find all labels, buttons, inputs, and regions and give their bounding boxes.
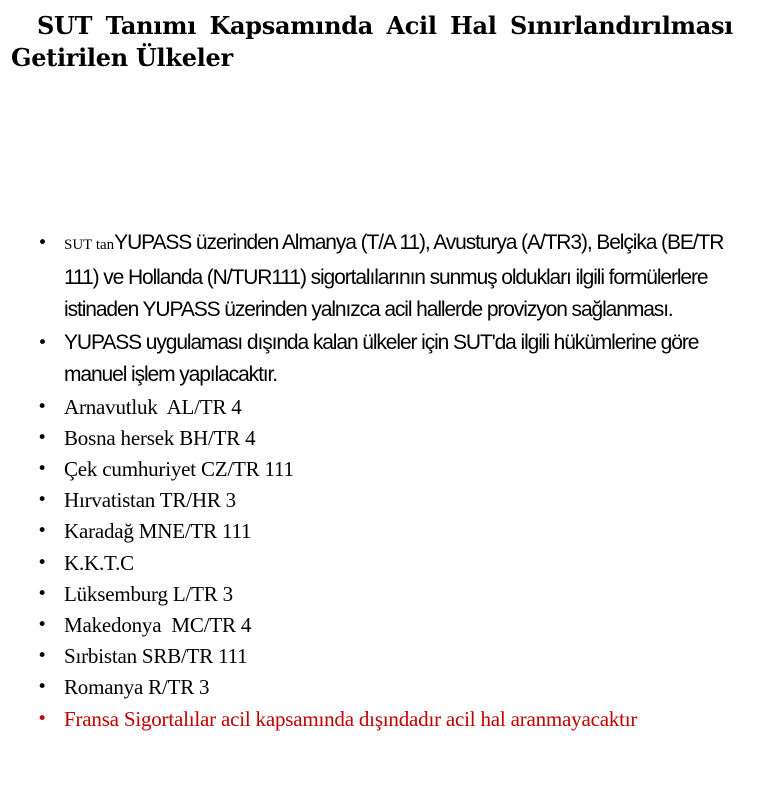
list-item-text: Sırbistan SRB/TR 111: [64, 644, 248, 669]
bullet-icon: •: [37, 646, 47, 667]
bullet-icon: •: [37, 521, 47, 542]
country-list: [0, 227, 761, 735]
bullet-icon: •: [37, 614, 47, 635]
list-item-manual-process: [0, 327, 761, 392]
list-item-text: Karadağ MNE/TR 111: [64, 519, 252, 544]
list-item-text: Arnavutluk AL/TR 4: [64, 394, 242, 419]
list-item-text: Lüksemburg L/TR 3: [64, 581, 233, 606]
bullet-icon: •: [37, 332, 47, 353]
list-item-karadag: [0, 516, 761, 547]
list-item-fransa: [0, 704, 761, 735]
list-item-yupass-provision: [0, 227, 761, 327]
list-item-luksemburg: [0, 579, 761, 610]
list-item-text: YUPASS üzerinden Almanya (T/A 11), Avusturya (A/TR3), Belçika (BE/TR 111) ve Hollanda (N/TUR111) sigortalılarının sunmuş oldukları ilgili formülerlere istinaden YUPASS üzerinden yalnızca acil hallerde provizyon sağlanması.: [64, 231, 724, 321]
list-item-kktc: [0, 548, 761, 579]
bullet-icon: •: [37, 490, 47, 511]
list-item-arnavutluk: [0, 392, 761, 423]
list-item-bosna-hersek: [0, 423, 761, 454]
bullet-icon: •: [37, 458, 47, 479]
list-item-text: Çek cumhuriyet CZ/TR 111: [64, 456, 294, 481]
list-item-text: Hırvatistan TR/HR 3: [64, 488, 236, 513]
list-item-sirbistan: [0, 641, 761, 672]
page-title: SUT Tanımı Kapsamında Acil Hal Sınırlandırılması Getirilen Ülkeler: [11, 11, 733, 72]
list-item-romanya: [0, 672, 761, 703]
bullet-icon: •: [37, 233, 47, 253]
bullet-icon: •: [37, 427, 47, 448]
list-item-text: K.K.T.C: [64, 550, 134, 575]
bullet-icon: •: [37, 708, 47, 729]
list-item-text: Fransa Sigortalılar acil kapsamında dışındadır acil hal aranmayacaktır: [64, 706, 638, 731]
list-item-makedonya: [0, 610, 761, 641]
bullet-icon: •: [37, 583, 47, 604]
bullet-icon: •: [37, 396, 47, 417]
list-item-text: Bosna hersek BH/TR 4: [64, 425, 256, 450]
list-item-hirvatistan: [0, 485, 761, 516]
list-item-cek-cumhuriyet: [0, 454, 761, 485]
bullet-icon: •: [37, 677, 47, 698]
list-item-text: Makedonya MC/TR 4: [64, 612, 252, 637]
bullet-icon: •: [37, 552, 47, 573]
list-item-text: YUPASS uygulaması dışında kalan ülkeler için SUT'da ilgili hükümlerine göre manuel işlem yapılacaktır.: [64, 330, 699, 386]
list-item-text: Romanya R/TR 3: [64, 675, 210, 700]
item-prefix: SUT tan: [64, 237, 115, 253]
